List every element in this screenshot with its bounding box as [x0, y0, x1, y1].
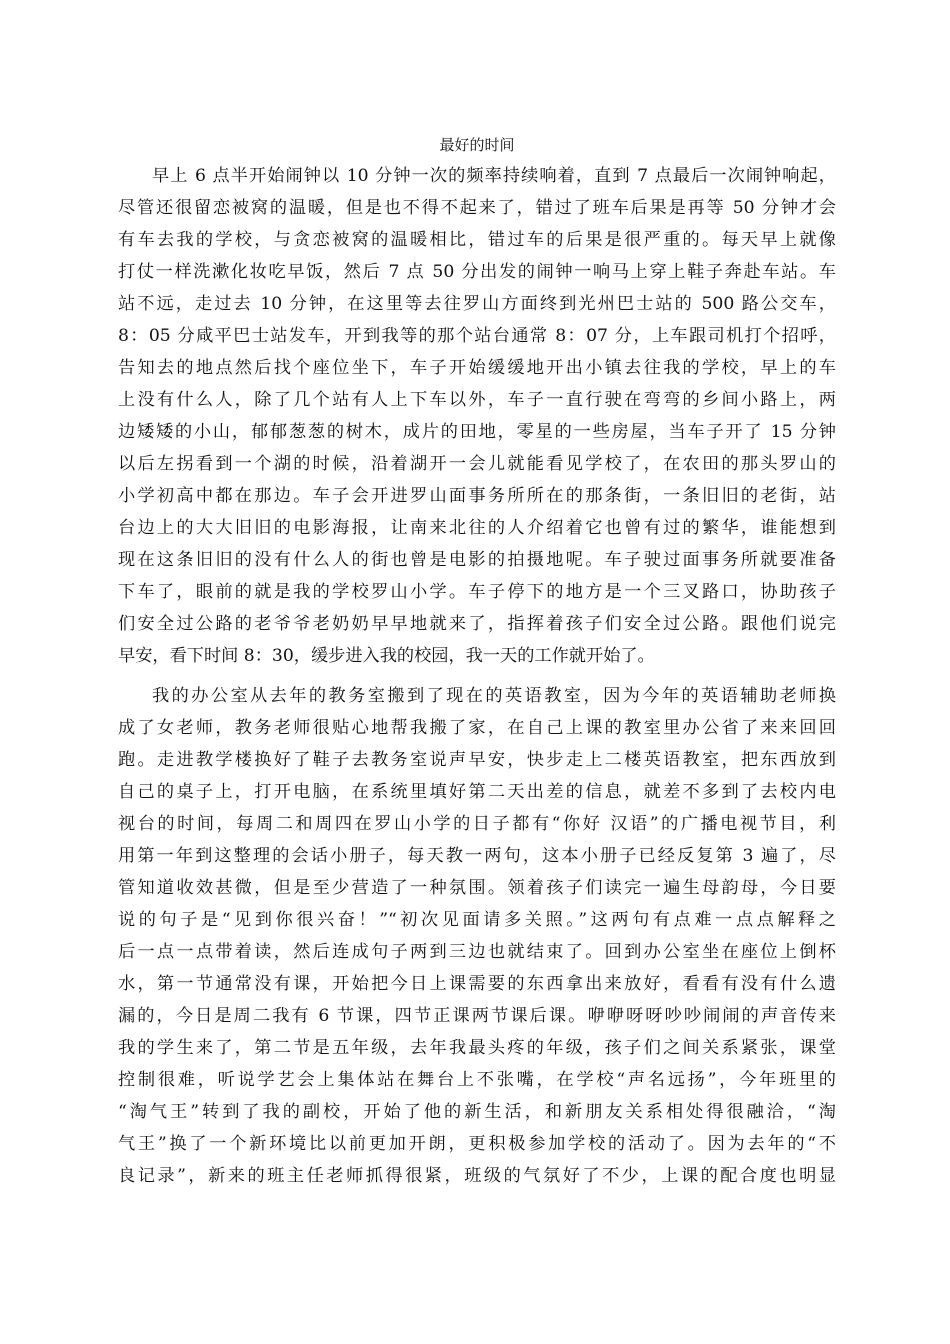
paragraph-1-line-14: 下车了，眼前的就是我的学校罗山小学。车子停下的地方是一个三叉路口，协助孩子 — [118, 582, 836, 602]
paragraph-1-line-7: 告知去的地点然后找个座位坐下，车子开始缓缓地开出小镇去往我的学校，早上的车 — [118, 358, 836, 378]
paragraph-1-line-12: 台边上的大大旧旧的电影海报，让南来北往的人介绍着它也曾有过的繁华，谁能想到 — [118, 518, 836, 538]
paragraph-1-line-8: 上没有什么人，除了几个站有人上下车以外，车子一直行驶在弯弯的乡间小路上，两 — [118, 390, 836, 410]
paragraph-1-line-2: 尽管还很留恋被窝的温暖，但是也不得不起来了，错过了班车后果是再等 50 分钟才会 — [118, 198, 836, 218]
paragraph-1-line-4: 打仗一样洗漱化妆吃早饭，然后 7 点 50 分出发的闹钟一响马上穿上鞋子奔赴车站。车 — [118, 262, 836, 282]
paragraph-2-line-1: 我的办公室从去年的教务室搬到了现在的英语教室，因为今年的英语辅助老师换 — [152, 686, 836, 706]
paragraph-1-line-15: 们安全过公路的老爷爷老奶奶早早地就来了，指挥着孩子们安全过公路。跟他们说完 — [118, 614, 836, 634]
paragraph-1-line-6: 8：05 分咸平巴士站发车，开到我等的那个站台通常 8：07 分，上车跟司机打个招呼， — [118, 326, 836, 346]
paragraph-2-line-6: 用第一年到这整理的会话小册子，每天教一两句，这本小册子已经反复第 3 遍了，尽 — [118, 846, 836, 866]
paragraph-2-line-5: 视台的时间，每周二和周四在罗山小学的日子都有“你好 汉语”的广播电视节目，利 — [118, 814, 836, 834]
paragraph-1-line-11: 小学初高中都在那边。车子会开进罗山面事务所所在的那条街，一条旧旧的老街，站 — [118, 486, 836, 506]
paragraph-1-line-5: 站不远，走过去 10 分钟，在这里等去往罗山方面终到光州巴士站的 500 路公交车， — [118, 294, 836, 314]
paragraph-1-line-10: 以后左拐看到一个湖的时候，沿着湖开一会儿就能看见学校了，在农田的那头罗山的 — [118, 454, 836, 474]
paragraph-2-line-4: 自己的桌子上，打开电脑，在系统里填好第二天出差的信息，就差不多到了去校内电 — [118, 782, 836, 802]
paragraph-2-line-3: 跑。走进教学楼换好了鞋子去教务室说声早安，快步走上二楼英语教室，把东西放到 — [118, 750, 836, 770]
paragraph-2-line-13: 控制很难，听说学艺会上集体站在舞台上不张嘴，在学校“声名远扬”，今年班里的 — [118, 1070, 836, 1090]
paragraph-2-line-7: 管知道收效甚微，但是至少营造了一种氛围。领着孩子们读完一遍生母韵母，今日要 — [118, 878, 836, 898]
paragraph-1-line-3: 有车去我的学校，与贪恋被窝的温暖相比，错过车的后果是很严重的。每天早上就像 — [118, 230, 836, 250]
paragraph-1-line-16: 早安，看下时间 8：30，缓步进入我的校园，我一天的工作就开始了。 — [118, 646, 655, 666]
paragraph-1-line-9: 边矮矮的小山，郁郁葱葱的树木，成片的田地，零星的一些房屋，当车子开了 15 分钟 — [118, 422, 836, 442]
paragraph-2-line-8: 说的句子是“见到你很兴奋！”“初次见面请多关照。”这两句有点难一点点解释之 — [118, 910, 836, 930]
paragraph-2-line-16: 良记录”，新来的班主任老师抓得很紧，班级的气氛好了不少，上课的配合度也明显 — [118, 1166, 836, 1186]
document-title: 最好的时间 — [439, 136, 515, 154]
paragraph-1-line-13: 现在这条旧旧的没有什么人的街也曾是电影的拍摄地呢。车子驶过面事务所就要准备 — [118, 550, 836, 570]
paragraph-2-line-9: 后一点一点带着读，然后连成句子两到三边也就结束了。回到办公室坐在座位上倒杯 — [118, 942, 836, 962]
paragraph-2-line-10: 水，第一节通常没有课，开始把今日上课需要的东西拿出来放好，看看有没有什么遗 — [118, 974, 836, 994]
paragraph-2-line-2: 成了女老师，教务老师很贴心地帮我搬了家，在自己上课的教室里办公省了来来回回 — [118, 718, 836, 738]
paragraph-2-line-11: 漏的，今日是周二我有 6 节课，四节正课两节课后课。咿咿呀呀吵吵闹闹的声音传来 — [118, 1006, 836, 1026]
paragraph-2-line-12: 我的学生来了，第二节是五年级，去年我最头疼的年级，孩子们之间关系紧张，课堂 — [118, 1038, 836, 1058]
paragraph-1-line-1: 早上 6 点半开始闹钟以 10 分钟一次的频率持续响着，直到 7 点最后一次闹钟响起， — [152, 166, 836, 186]
paragraph-2-line-14: “淘气王”转到了我的副校，开始了他的新生活，和新朋友关系相处得很融洽，“淘 — [118, 1102, 836, 1122]
paragraph-2-line-15: 气王”换了一个新环境比以前更加开朗，更积极参加学校的活动了。因为去年的“不 — [118, 1134, 836, 1154]
